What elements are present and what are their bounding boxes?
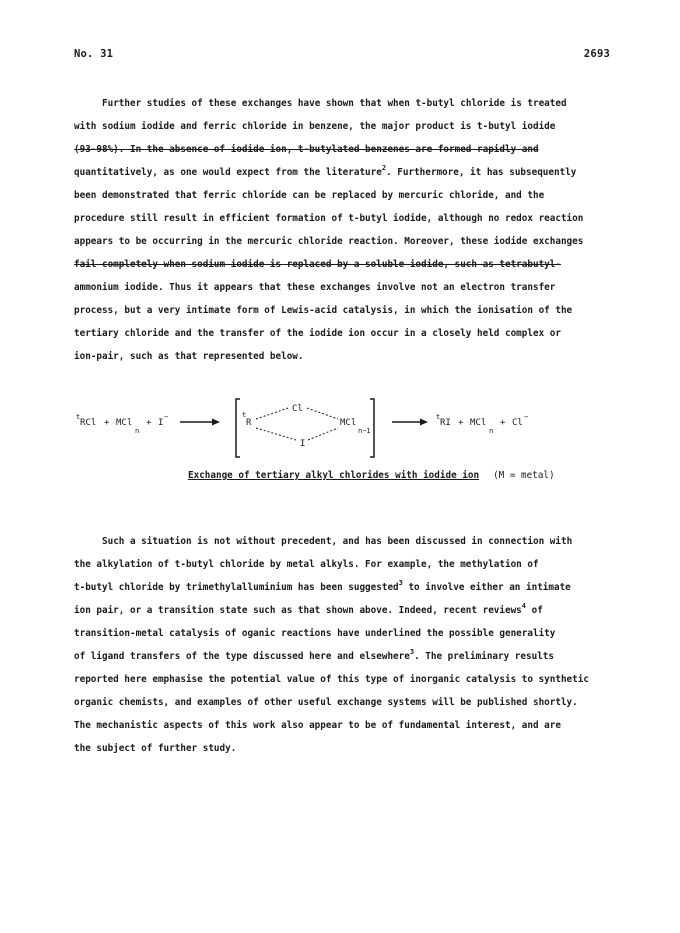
text-line: t-butyl chloride by trimethylalluminium has been suggested$^3$ to involve either an intimate <box>74 579 571 593</box>
charge-minus: − <box>524 413 529 421</box>
text-line: reported here emphasise the potential value of this type of inorganic catalysis to synthetic <box>74 674 589 685</box>
t-superscript: t <box>76 413 81 421</box>
product-chloride: Cl <box>512 418 523 428</box>
product-mcl: MCl <box>470 418 487 428</box>
dashed-bond <box>307 408 338 419</box>
text-line: Such a situation is not without precedent, and has been discussed in connection with <box>102 536 573 547</box>
plus-sign: + <box>146 418 152 428</box>
text-line: quantitatively, as one would expect from the literature$^2$. Furthermore, it has subsequently <box>74 164 577 178</box>
subscript-n: n <box>489 427 494 435</box>
text-line: (93-98%). In the absence of iodide ion, t-butylated benzenes are formed rapidly and <box>74 144 539 155</box>
left-bracket <box>236 399 240 457</box>
text-line: fail completely when sodium iodide is replaced by a soluble iodide, such as tetrabutyl- <box>74 259 561 270</box>
scheme-caption <box>188 470 555 481</box>
text-line: ammonium iodide. Thus it appears that these exchanges involve not an electron transfer <box>74 282 556 293</box>
text-line: The mechanistic aspects of this work also appear to be of fundamental interest, and are <box>74 720 561 731</box>
dashed-bond <box>308 428 338 440</box>
text-line: ion-pair, such as that represented below. <box>74 351 304 362</box>
text-line: organic chemists, and examples of other useful exchange systems will be published shortly. <box>74 697 578 708</box>
dashed-bond <box>256 428 296 440</box>
bridging-i: I <box>300 439 306 449</box>
arrow-head-icon <box>212 419 220 426</box>
caption-note: (M = metal) <box>493 470 555 481</box>
plus-sign: + <box>458 418 464 428</box>
plus-sign: + <box>104 418 110 428</box>
text-line: ion pair, or a transition state such as that shown above. Indeed, recent reviews$^4$ of <box>74 602 543 616</box>
paragraph-2 <box>74 530 634 760</box>
issue-number: No. 31 <box>74 48 114 60</box>
text-line: tertiary chloride and the transfer of the iodide ion occur in a closely held complex or <box>74 328 561 339</box>
reactant-rcl: RCl <box>80 418 97 428</box>
text-line: transition-metal catalysis of oganic reactions have underlined the possible generality <box>74 628 556 639</box>
subscript-n-minus-1: n−1 <box>358 427 371 435</box>
charge-minus: − <box>164 413 169 421</box>
dashed-bond <box>256 408 288 419</box>
footnote-ref: 2 <box>381 164 387 172</box>
footnote-ref: 3 <box>398 579 403 587</box>
subscript-n: n <box>135 427 140 435</box>
text-line: of ligand transfers of the type discussed here and elsewhere$^3$. The preliminary results <box>74 648 554 662</box>
text-line: appears to be occurring in the mercuric chloride reaction. Moreover, these iodide exchanges <box>74 236 584 247</box>
text-line: procedure still result in efficient formation of t-butyl iodide, although no redox reaction <box>74 213 584 224</box>
paragraph-1 <box>74 92 634 368</box>
footnote-ref: 4 <box>521 602 526 610</box>
reactant-mcl: MCl <box>116 418 133 428</box>
reaction-scheme <box>74 395 614 465</box>
reactant-iodide: I <box>158 418 164 428</box>
footnote-ref: 3 <box>409 648 415 656</box>
arrow-head-icon <box>420 419 428 426</box>
complex-mcl: MCl <box>340 418 357 428</box>
text-line: been demonstrated that ferric chloride can be replaced by mercuric chloride, and the <box>74 190 545 201</box>
t-superscript: t <box>242 411 247 419</box>
t-superscript: t <box>436 413 441 421</box>
text-line: Further studies of these exchanges have shown that when t-butyl chloride is treated <box>102 98 567 109</box>
product-ri: RI <box>440 418 451 428</box>
plus-sign: + <box>500 418 506 428</box>
complex-r: R <box>246 418 252 428</box>
page-number: 2693 <box>583 48 610 60</box>
text-line: the alkylation of t-butyl chloride by metal alkyls. For example, the methylation of <box>74 559 539 570</box>
bridging-cl: Cl <box>292 404 303 414</box>
text-line: with sodium iodide and ferric chloride in benzene, the major product is t-butyl iodide <box>74 121 556 132</box>
text-line: process, but a very intimate form of Lewis-acid catalysis, in which the ionisation of the <box>74 305 573 316</box>
text-line: the subject of further study. <box>74 743 237 754</box>
caption-title: Exchange of tertiary alkyl chlorides with iodide ion <box>188 470 480 481</box>
